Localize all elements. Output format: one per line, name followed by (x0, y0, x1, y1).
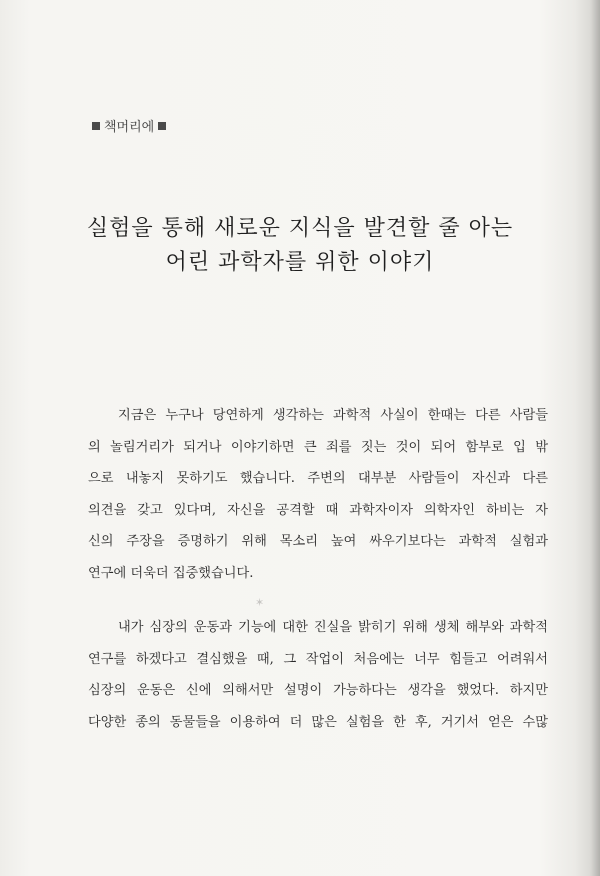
text-line: 내가 심장의 운동과 기능에 대한 진실을 밝히기 위해 생체 해부와 과학적 (118, 620, 548, 635)
text-line: 다양한 종의 동물들을 이용하여 더 많은 실험을 한 후, 거기서 얻은 수많 (88, 714, 548, 730)
section-label-text: 책머리에 (104, 120, 155, 135)
text-line: 지금은 누구나 당연하게 생각하는 과학적 사실이 한때는 다른 사람들 (118, 408, 548, 423)
text-line: 신의 주장을 증명하기 위해 목소리 높여 싸우기보다는 과학적 실험과 (88, 534, 548, 549)
text-line: 심장의 운동은 신에 의해서만 설명이 가능하다는 생각을 했었다. 하지만 (88, 683, 548, 698)
text-line: 연구를 하겠다고 결심했을 때, 그 작업이 처음에는 너무 힘들고 어려워서 (88, 651, 548, 667)
page-edge-shadow (590, 0, 600, 876)
text-line: 의 놀림거리가 되거나 이야기하면 큰 죄를 짓는 것이 되어 함부로 입 밖 (88, 439, 548, 455)
paper-speck-icon: ✶ (255, 596, 265, 609)
title-line-2: 어린 과학자를 위한 이야기 (165, 250, 435, 275)
title-line-1: 실험을 통해 새로운 지식을 발견할 줄 아는 (86, 216, 514, 241)
text-line: 으로 내놓지 못하기도 했습니다. 주변의 대부분 사람들이 자신과 다른 (88, 471, 548, 486)
paragraph-2 (88, 612, 548, 738)
text-line: 연구에 더욱더 집중했습니다. (88, 565, 254, 581)
chapter-title (0, 212, 600, 280)
paragraph-1 (88, 400, 548, 589)
square-bullet-icon (158, 122, 166, 130)
square-bullet-icon (92, 122, 100, 130)
text-line: 의견을 갖고 있다며, 자신을 공격할 때 과학자이자 의학자인 하비는 자 (88, 502, 548, 518)
section-label (92, 116, 166, 135)
